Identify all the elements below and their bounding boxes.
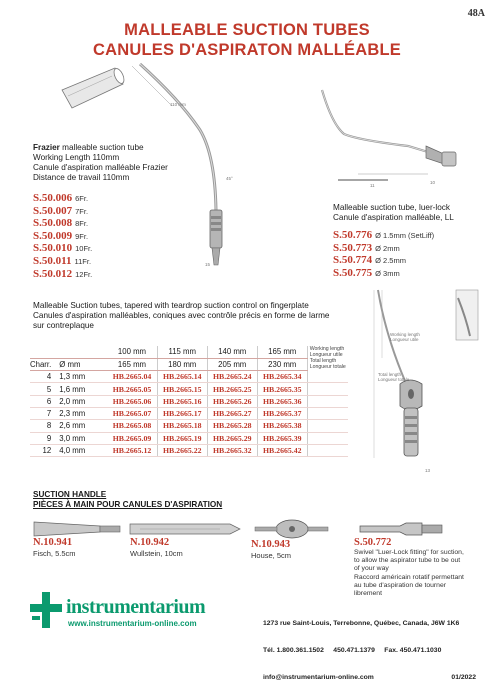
luerlock-tube-illustration [318, 84, 468, 184]
frazier-line: Working Length 110mm [33, 153, 120, 162]
tapered-fig-bottom-label: 13 [425, 468, 431, 473]
product-code-cell: HB.2665.34 [257, 371, 307, 383]
footer-date: 01/2022 [451, 674, 476, 681]
product-code-cell: HB.2665.07 [107, 407, 157, 419]
handle-illustrations [30, 512, 470, 542]
charr-cell: 4 [30, 371, 57, 383]
product-size: 7Fr. [75, 206, 89, 216]
column-header: 165 mm [257, 346, 307, 358]
product-code-cell: HB.2665.16 [157, 395, 207, 407]
table-row [30, 395, 348, 407]
fisch-handle-icon [34, 522, 100, 536]
product-code: S.50.007 [33, 204, 73, 217]
product-code-cell: HB.2665.42 [257, 444, 307, 456]
product-code-cell: HB.2665.36 [257, 395, 307, 407]
column-header: 115 mm [157, 346, 207, 358]
working-length-label: Working length Longueur utile [307, 346, 348, 358]
product-code-cell: HB.2665.24 [207, 371, 257, 383]
product-code: S.50.008 [33, 217, 73, 230]
product-code: S.50.774 [333, 254, 373, 267]
footer-email[interactable]: info@instrumentarium-online.com [263, 674, 374, 681]
luerlock-connector [442, 152, 456, 166]
product-size: 10Fr. [75, 244, 93, 254]
product-code-cell: HB.2665.29 [207, 432, 257, 444]
charr-cell: 5 [30, 383, 57, 395]
list-item [33, 238, 93, 255]
list-item [33, 201, 92, 217]
title-line-2: CANULES D'ASPIRATON MALLÉABLE [93, 41, 401, 59]
tapered-line: sur contreplaque [33, 321, 94, 330]
charr-cell: 8 [30, 420, 57, 432]
product-code-cell: HB.2665.22 [157, 444, 207, 456]
handle-heading-en: SUCTION HANDLE [33, 490, 107, 499]
table-row [30, 407, 348, 419]
handle-code: N.10.942 [130, 537, 170, 548]
swivel-code: S.50.772 [354, 537, 392, 548]
product-code-cell: HB.2665.08 [107, 420, 157, 432]
column-header: 230 mm [257, 358, 307, 370]
luerlock-label-b: 10 [430, 180, 436, 185]
swivel-description: Swivel "Luer-Lock fitting" for suction, to allow the aspirator tube to be out of your way Raccord américain rotatif permettant au tube d'aspiration de tourner librement [354, 549, 464, 598]
total-length-label: Total length Longueur totale [307, 358, 348, 370]
product-code-cell: HB.2665.15 [157, 383, 207, 395]
footer-email-row [263, 673, 476, 682]
column-header-charr: Charr. [30, 358, 57, 370]
handle-code: N.10.941 [33, 537, 73, 548]
luerlock-description [333, 203, 454, 223]
diameter-cell: 4,0 mm [57, 444, 107, 456]
column-header: 165 mm [107, 358, 157, 370]
frazier-bottom-label: 15 [205, 262, 211, 267]
product-code-cell: HB.2665.25 [207, 383, 257, 395]
table-row [30, 371, 348, 383]
frazier-description [33, 143, 168, 183]
product-code-cell: HB.2665.12 [107, 444, 157, 456]
product-code-cell: HB.2665.14 [157, 371, 207, 383]
charr-cell: 7 [30, 407, 57, 419]
handle-desc: Wullstein, 10cm [130, 549, 183, 558]
product-code-cell: HB.2665.04 [107, 371, 157, 383]
product-code: S.50.009 [33, 229, 73, 242]
list-item [33, 226, 92, 242]
brand-name: instrumentarium [66, 596, 206, 618]
brand-cross-logo [28, 590, 64, 630]
product-code-cell: HB.2665.28 [207, 420, 257, 432]
frazier-close-up [62, 67, 126, 108]
luerlock-label-a: 11 [370, 183, 375, 188]
diameter-cell: 2,0 mm [57, 395, 107, 407]
page-title [0, 20, 494, 60]
product-code-cell: HB.2665.37 [257, 407, 307, 419]
product-code: S.50.775 [333, 266, 373, 279]
footer-address: 1273 rue Saint-Louis, Terrebonne, Québec, Canada, J6W 1K6 [263, 620, 460, 627]
table-row [30, 383, 348, 395]
frazier-name-rest: malleable suction tube [59, 143, 144, 152]
list-item [333, 263, 434, 279]
list-item [33, 188, 92, 204]
product-code: S.50.776 [333, 229, 373, 241]
tapered-line: Malleable Suction tubes, tapered with teardrop suction control on fingerplate [33, 301, 309, 310]
product-code-cell: HB.2665.35 [257, 383, 307, 395]
working-length-row [30, 346, 348, 358]
footer-phones: Tél. 1.800.361.1502 450.471.1379 Fax. 450.471.1030 [263, 647, 442, 654]
table-row [30, 444, 348, 456]
handle-code: N.10.943 [251, 539, 291, 550]
product-code: S.50.006 [33, 192, 73, 204]
list-item [33, 213, 92, 230]
diameter-cell: 2,6 mm [57, 420, 107, 432]
frazier-name: Frazier [33, 143, 60, 152]
tapered-line: Canules d'aspiration malléables, coniques avec contrôle précis en forme de larme [33, 311, 330, 320]
charr-cell: 9 [30, 432, 57, 444]
product-code-cell: HB.2665.26 [207, 395, 257, 407]
column-header: 140 mm [207, 346, 257, 358]
frazier-angle-label: 45° [226, 176, 233, 181]
frazier-length-label: 110 mm [170, 102, 186, 107]
product-size: 8Fr. [75, 219, 89, 229]
frazier-tube [140, 64, 216, 210]
product-code-cell: HB.2665.32 [207, 444, 257, 456]
column-header: 180 mm [157, 358, 207, 370]
tapered-description [33, 301, 363, 331]
column-header-mm: Ø mm [57, 358, 107, 370]
list-item [333, 250, 434, 267]
tapered-table-body [30, 371, 348, 457]
product-size: Ø 1.5mm (SetLiff) [375, 231, 435, 240]
product-size: Ø 2.5mm [375, 256, 406, 266]
product-code: S.50.011 [33, 254, 72, 267]
handle-desc: Fisch, 5.5cm [33, 549, 76, 558]
product-size: 11Fr. [74, 256, 92, 266]
frazier-line: Distance de travail 110mm [33, 173, 130, 182]
luerlock-code-list [333, 225, 435, 279]
luerlock-line: Canule d'aspiration malléable, LL [333, 213, 454, 222]
product-code-cell: HB.2665.19 [157, 432, 207, 444]
product-size: 12Fr. [75, 269, 93, 279]
swivel-fitting-icon [360, 523, 422, 535]
diameter-cell: 2,3 mm [57, 407, 107, 419]
product-code: S.50.012 [33, 267, 73, 280]
diameter-cell: 1,6 mm [57, 383, 107, 395]
product-code-cell: HB.2665.18 [157, 420, 207, 432]
product-code-cell: HB.2665.06 [107, 395, 157, 407]
product-size: Ø 2mm [375, 243, 400, 253]
footer-address-block [263, 601, 476, 691]
list-item [333, 225, 435, 241]
product-code: S.50.010 [33, 242, 73, 255]
tapered-fig-total-label: Total length Longueur totale [378, 372, 410, 382]
diameter-cell: 1,3 mm [57, 371, 107, 383]
page-number: 48A [467, 8, 485, 19]
product-code-cell: HB.2665.09 [107, 432, 157, 444]
product-code-cell: HB.2665.38 [257, 420, 307, 432]
luerlock-tube [322, 90, 428, 152]
product-code-cell: HB.2665.17 [157, 407, 207, 419]
title-line-1: MALLEABLE SUCTION TUBES [124, 21, 370, 39]
column-header: 205 mm [207, 358, 257, 370]
teardrop-control [408, 389, 414, 399]
brand-website[interactable]: www.instrumentarium-online.com [68, 619, 197, 628]
charr-cell: 12 [30, 444, 57, 456]
product-size: Ø 3mm [375, 268, 400, 278]
product-code-cell: HB.2665.39 [257, 432, 307, 444]
product-size: 6Fr. [75, 194, 89, 203]
column-header: 100 mm [107, 346, 157, 358]
product-size: 9Fr. [75, 231, 89, 241]
handle-heading [33, 490, 222, 510]
product-code: S.50.773 [333, 241, 373, 254]
charr-cell: 6 [30, 395, 57, 407]
frazier-line: Canule d'aspiration malléable Frazier [33, 163, 168, 172]
product-code-cell: HB.2665.05 [107, 383, 157, 395]
tapered-tube-table [30, 346, 348, 457]
total-length-row [30, 358, 348, 370]
list-item [33, 264, 93, 280]
luerlock-line: Malleable suction tube, luer-lock [333, 203, 450, 212]
handle-desc: House, 5cm [251, 551, 292, 560]
table-row [30, 420, 348, 432]
tapered-fig-working-label: Working length Longueur utile [390, 332, 420, 342]
handle-heading-fr: PIÈCES À MAIN POUR CANULES D'ASPIRATION [33, 500, 223, 509]
list-item [33, 251, 92, 267]
diameter-cell: 3,0 mm [57, 432, 107, 444]
table-row [30, 432, 348, 444]
frazier-code-list [33, 188, 93, 280]
product-code-cell: HB.2665.27 [207, 407, 257, 419]
